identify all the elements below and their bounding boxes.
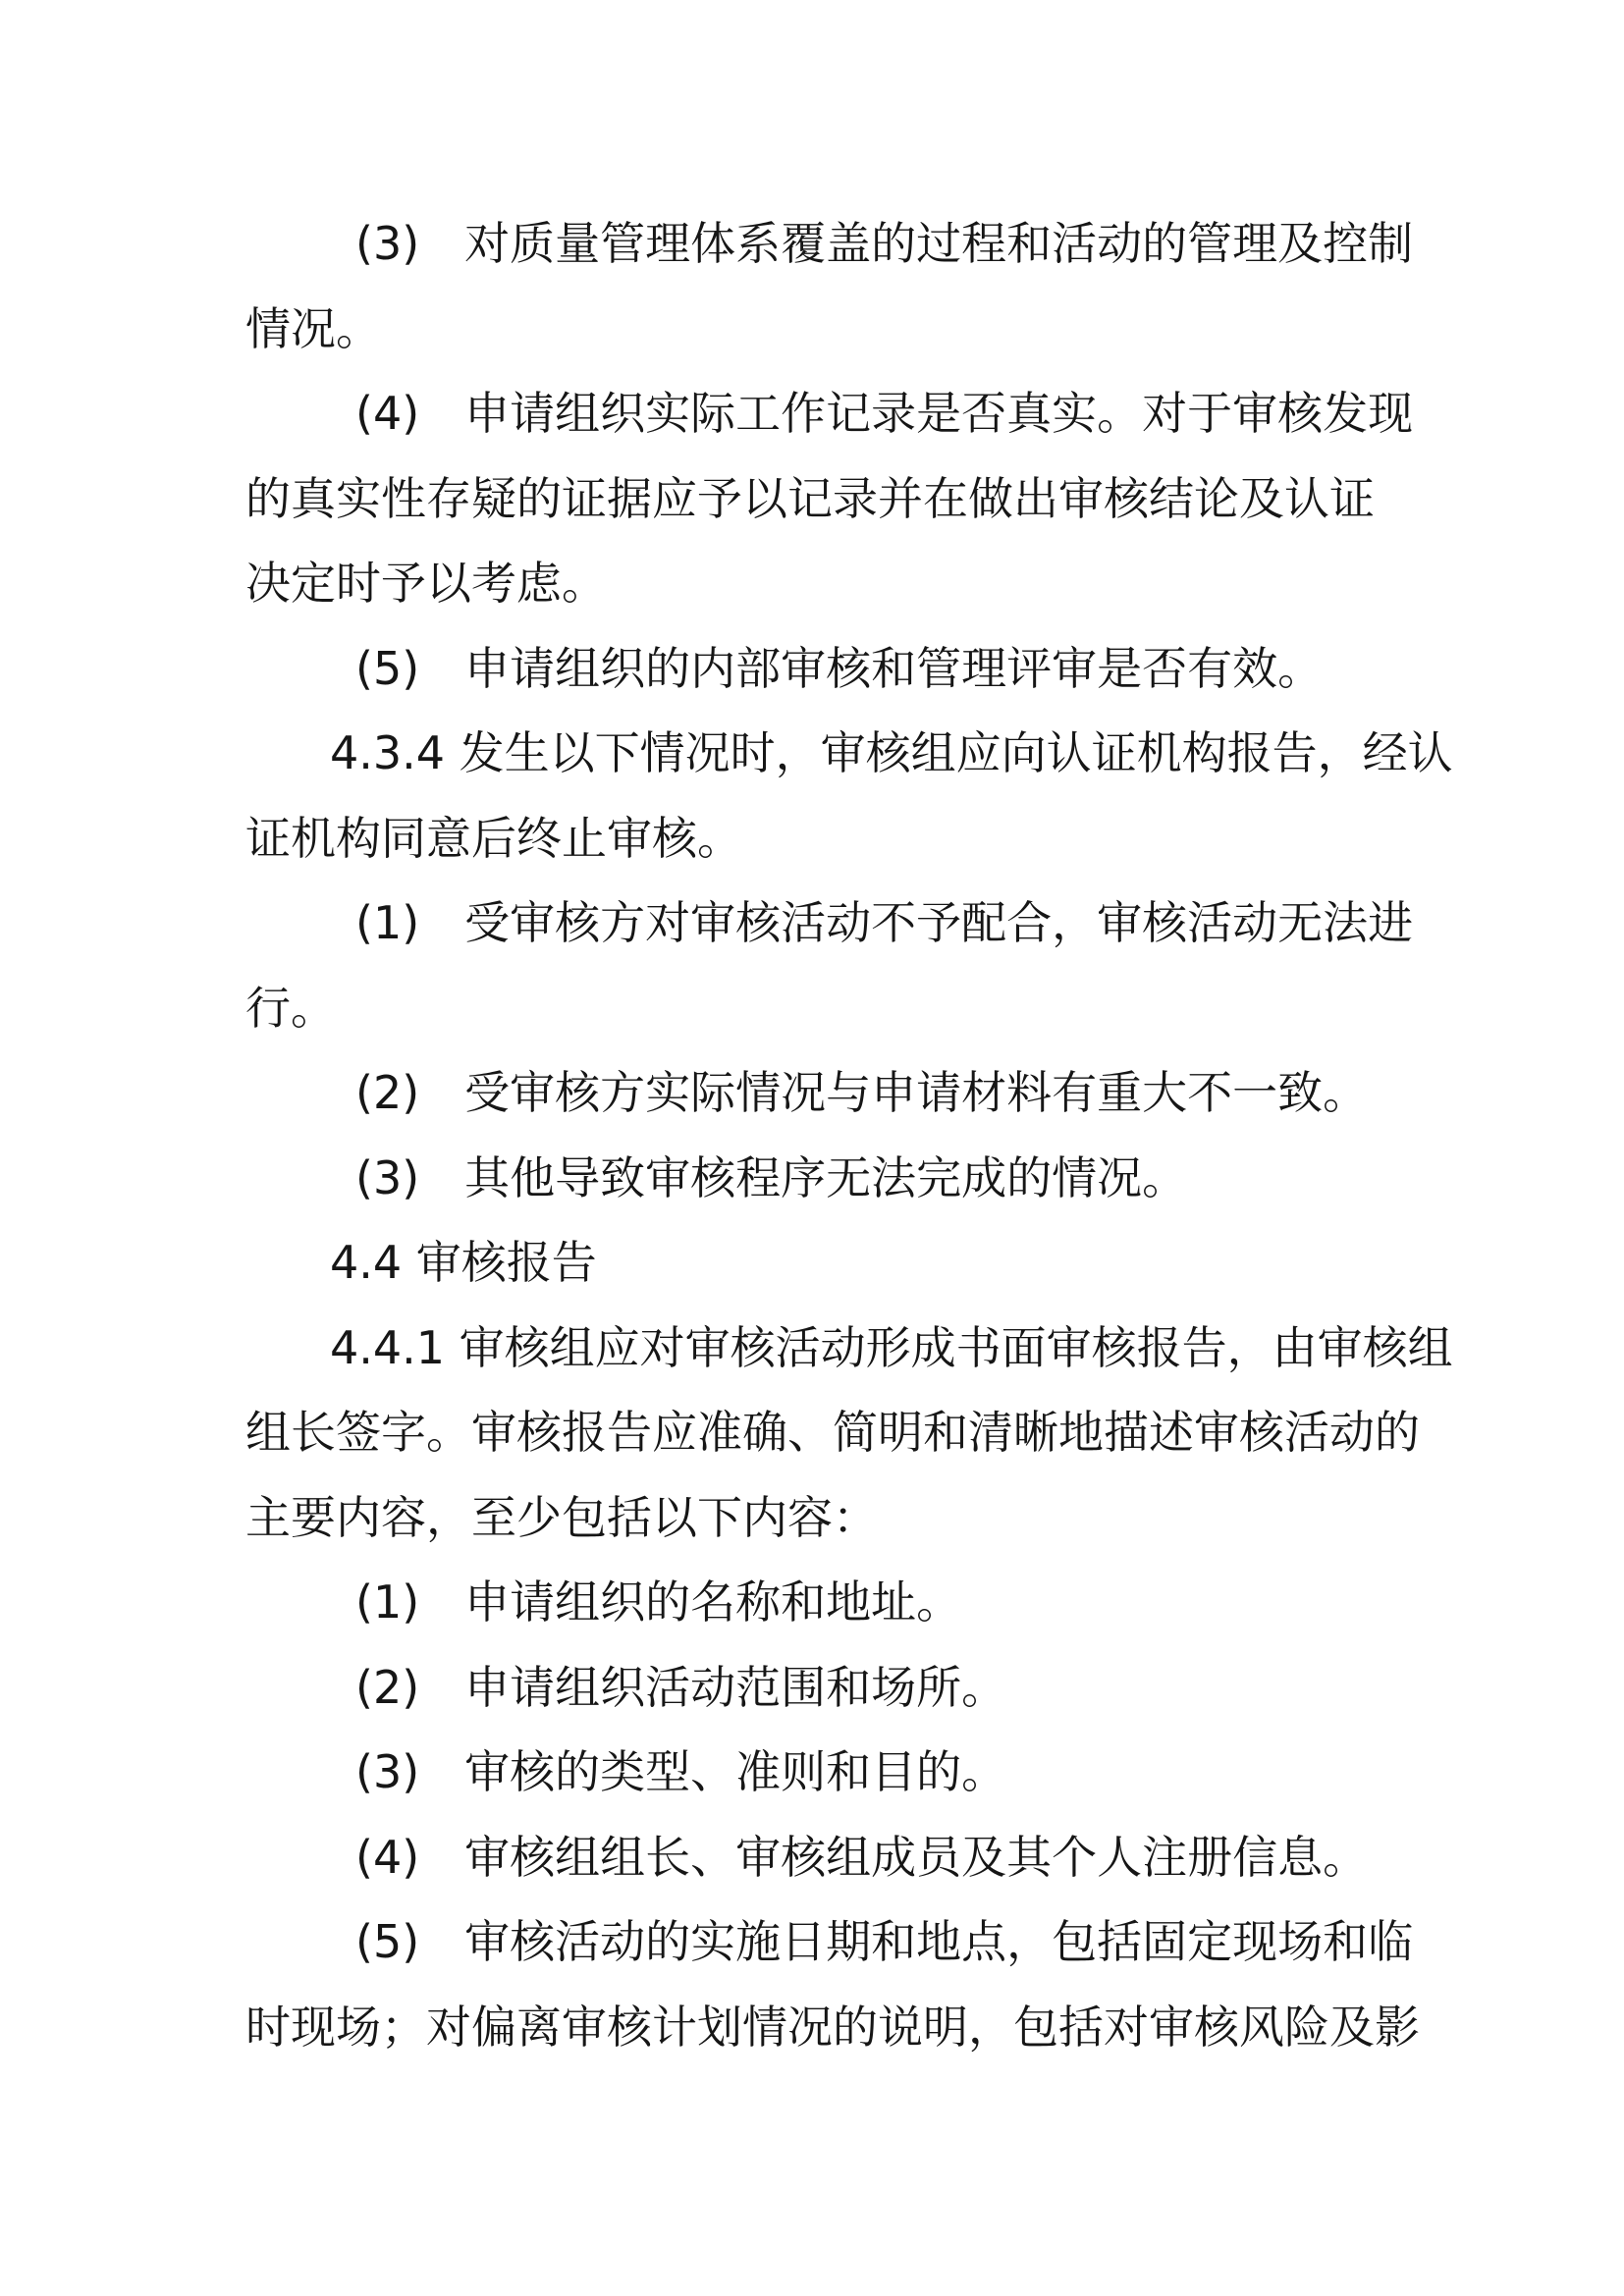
text-line: (1) 受审核方对审核活动不予配合，审核活动无法进 [355, 896, 1414, 949]
text-line: (2) 受审核方实际情况与申请材料有重大不一致。 [355, 1066, 1369, 1119]
text-line: 决定时予以考虑。 [245, 557, 607, 610]
text-line: (3) 对质量管理体系覆盖的过程和活动的管理及控制 [355, 217, 1414, 270]
text-line: (1) 申请组织的名称和地址。 [355, 1575, 962, 1629]
text-line: (5) 申请组织的内部审核和管理评审是否有效。 [355, 641, 1324, 695]
text-line: (2) 申请组织活动范围和场所。 [355, 1660, 1007, 1714]
text-line: (5) 审核活动的实施日期和地点，包括固定现场和临 [355, 1915, 1414, 1968]
text-line: (4) 审核组组长、审核组成员及其个人注册信息。 [355, 1830, 1369, 1884]
text-line: 的真实性存疑的证据应予以记录并在做出审核结论及认证 [245, 471, 1375, 525]
text-line: 行。 [245, 981, 336, 1035]
text-line: (4) 申请组织实际工作记录是否真实。对于审核发现 [355, 387, 1414, 440]
text-line: (3) 审核的类型、准则和目的。 [355, 1745, 1007, 1798]
document-text-block [245, 201, 1453, 2069]
text-line-heading-4-4: 4.4 审核报告 [330, 1236, 597, 1289]
text-line: 情况。 [245, 301, 381, 355]
text-line: 证机构同意后终止审核。 [245, 811, 742, 865]
text-line: (3) 其他导致审核程序无法完成的情况。 [355, 1150, 1188, 1204]
text-line: 时现场；对偏离审核计划情况的说明，包括对审核风险及影 [245, 2000, 1420, 2054]
text-line-heading-4-4-1: 4.4.1 审核组应对审核活动形成书面审核报告，由审核组 [330, 1320, 1453, 1374]
text-line: 组长签字。审核报告应准确、简明和清晰地描述审核活动的 [245, 1406, 1420, 1459]
text-line: 主要内容，至少包括以下内容： [245, 1490, 878, 1544]
text-line-heading-4-3-4: 4.3.4 发生以下情况时，审核组应向认证机构报告，经认 [330, 726, 1453, 779]
